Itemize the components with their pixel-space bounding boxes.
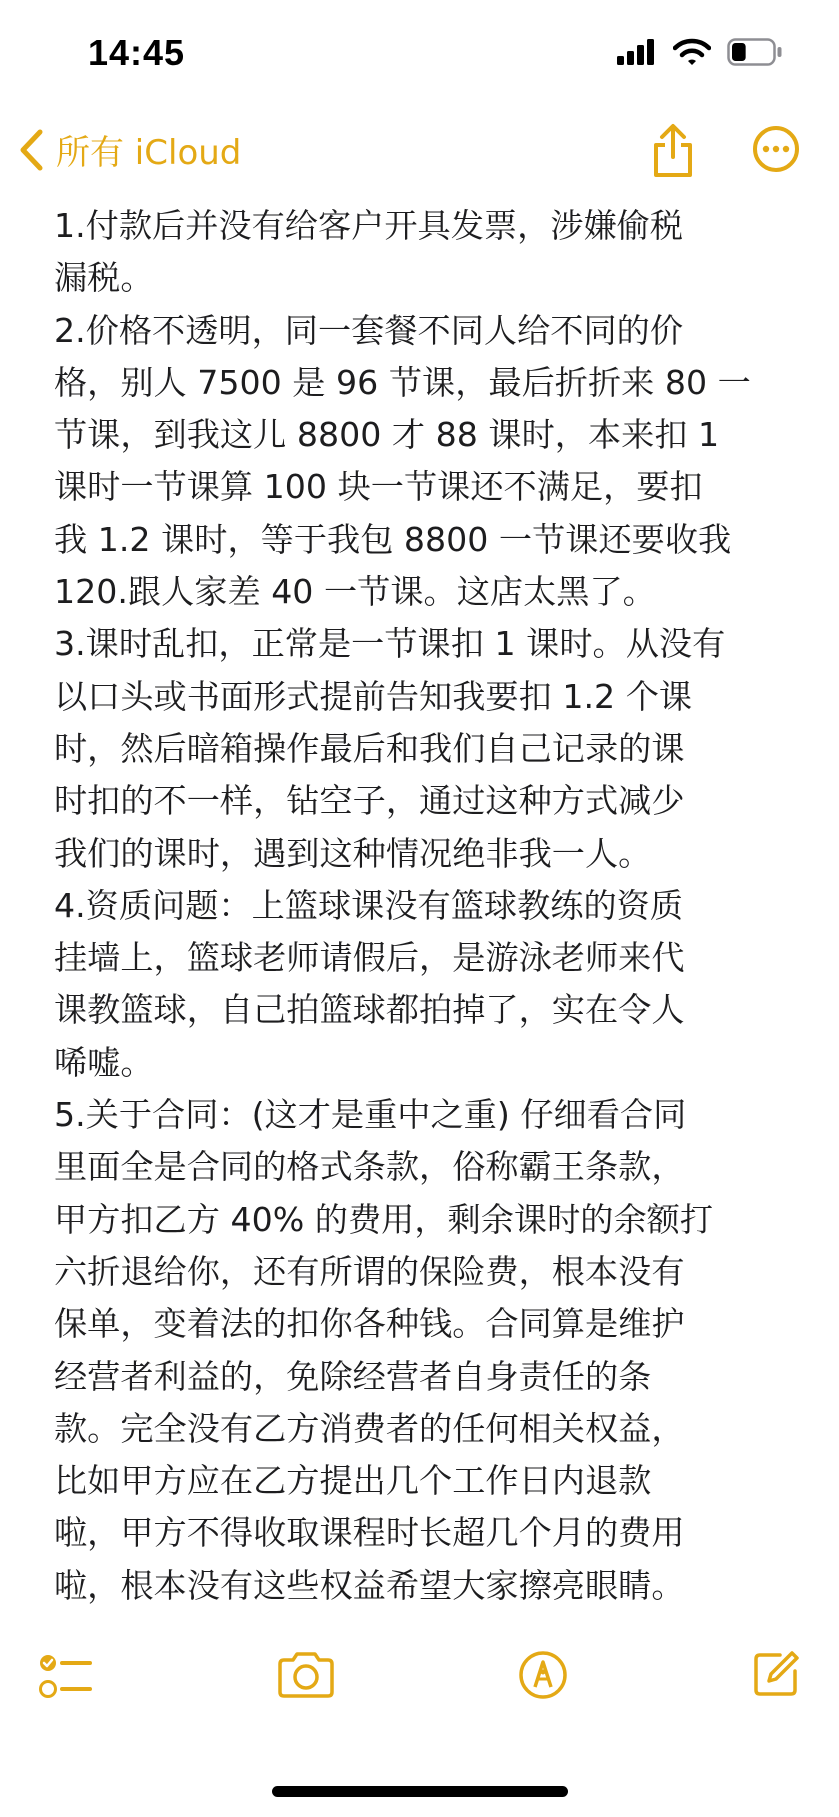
share-button[interactable] — [650, 123, 696, 183]
note-line: 4.资质问题：上篮球课没有篮球教练的资质 — [54, 885, 684, 925]
note-line: 漏税。 — [54, 258, 154, 298]
camera-button[interactable] — [276, 1650, 336, 1702]
status-icons — [617, 38, 783, 66]
bottom-toolbar — [0, 1650, 839, 1740]
note-line: 啦，甲方不得收取课程时长超几个月的费用 — [54, 1513, 685, 1553]
checklist-button[interactable] — [38, 1652, 94, 1706]
note-line: 我们的课时，遇到这种情况绝非我一人。 — [54, 833, 652, 873]
markup-button[interactable] — [518, 1650, 568, 1704]
note-line: 我 1.2 课时，等于我包 8800 一节课还要收我 — [54, 519, 732, 559]
note-line: 课时一节课算 100 块一节课还不满足，要扣 — [54, 467, 703, 507]
note-line: 甲方扣乙方 40% 的费用，剩余课时的余额打 — [54, 1199, 714, 1239]
note-line: 经营者利益的，免除经营者自身责任的条 — [54, 1356, 652, 1396]
note-line: 格，别人 7500 是 96 节课，最后折折来 80 一 — [54, 362, 751, 402]
note-line: 挂墙上，篮球老师请假后，是游泳老师来代 — [54, 938, 685, 978]
note-line: 1.付款后并没有给客户开具发票，涉嫌偷税 — [54, 206, 684, 245]
note-line: 六折退给你，还有所谓的保险费，根本没有 — [54, 1251, 685, 1291]
note-line: 5.关于合同：(这才是重中之重) 仔细看合同 — [54, 1095, 687, 1135]
checklist-icon — [38, 1652, 94, 1702]
status-bar — [0, 0, 839, 110]
note-line: 以口头或书面形式提前告知我要扣 1.2 个课 — [54, 676, 693, 716]
chevron-left-icon — [18, 128, 44, 172]
note-line: 唏嘘。 — [54, 1042, 154, 1082]
battery-icon — [727, 38, 783, 66]
note-line: 120.跟人家差 40 一节课。这店太黑了。 — [54, 572, 656, 612]
more-button[interactable] — [752, 125, 800, 177]
note-line: 保单，变着法的扣你各种钱。合同算是维护 — [54, 1304, 685, 1344]
note-line: 时，然后暗箱操作最后和我们自己记录的课 — [54, 728, 685, 768]
home-indicator — [272, 1786, 568, 1797]
note-line: 款。完全没有乙方消费者的任何相关权益， — [54, 1408, 685, 1448]
back-button[interactable] — [18, 125, 241, 174]
note-line: 啦，根本没有这些权益希望大家擦亮眼睛。 — [54, 1565, 685, 1605]
camera-icon — [276, 1650, 336, 1698]
back-label: 所有 iCloud — [56, 133, 242, 173]
note-line: 时扣的不一样，钻空子，通过这种方式减少 — [54, 781, 685, 821]
note-line: 节课，到我这儿 8800 才 88 课时，本来扣 1 — [54, 415, 720, 455]
compose-icon — [752, 1650, 800, 1698]
note-line: 2.价格不透明，同一套餐不同人给不同的价 — [54, 310, 684, 350]
note-line: 里面全是合同的格式条款，俗称霸王条款， — [54, 1147, 685, 1187]
status-time: 14:45 — [88, 32, 186, 73]
note-body[interactable] — [54, 200, 784, 1612]
more-icon — [752, 125, 800, 173]
note-line: 比如甲方应在乙方提出几个工作日内退款 — [54, 1461, 652, 1501]
markup-pen-icon — [518, 1650, 568, 1700]
note-line: 3.课时乱扣，正常是一节课扣 1 课时。从没有 — [54, 624, 726, 664]
note-line: 课教篮球，自己拍篮球都拍掉了，实在令人 — [54, 990, 685, 1030]
compose-button[interactable] — [752, 1650, 800, 1702]
wifi-icon — [673, 38, 711, 66]
cellular-signal-icon — [617, 39, 657, 65]
nav-bar — [0, 115, 839, 185]
share-icon — [650, 123, 696, 179]
